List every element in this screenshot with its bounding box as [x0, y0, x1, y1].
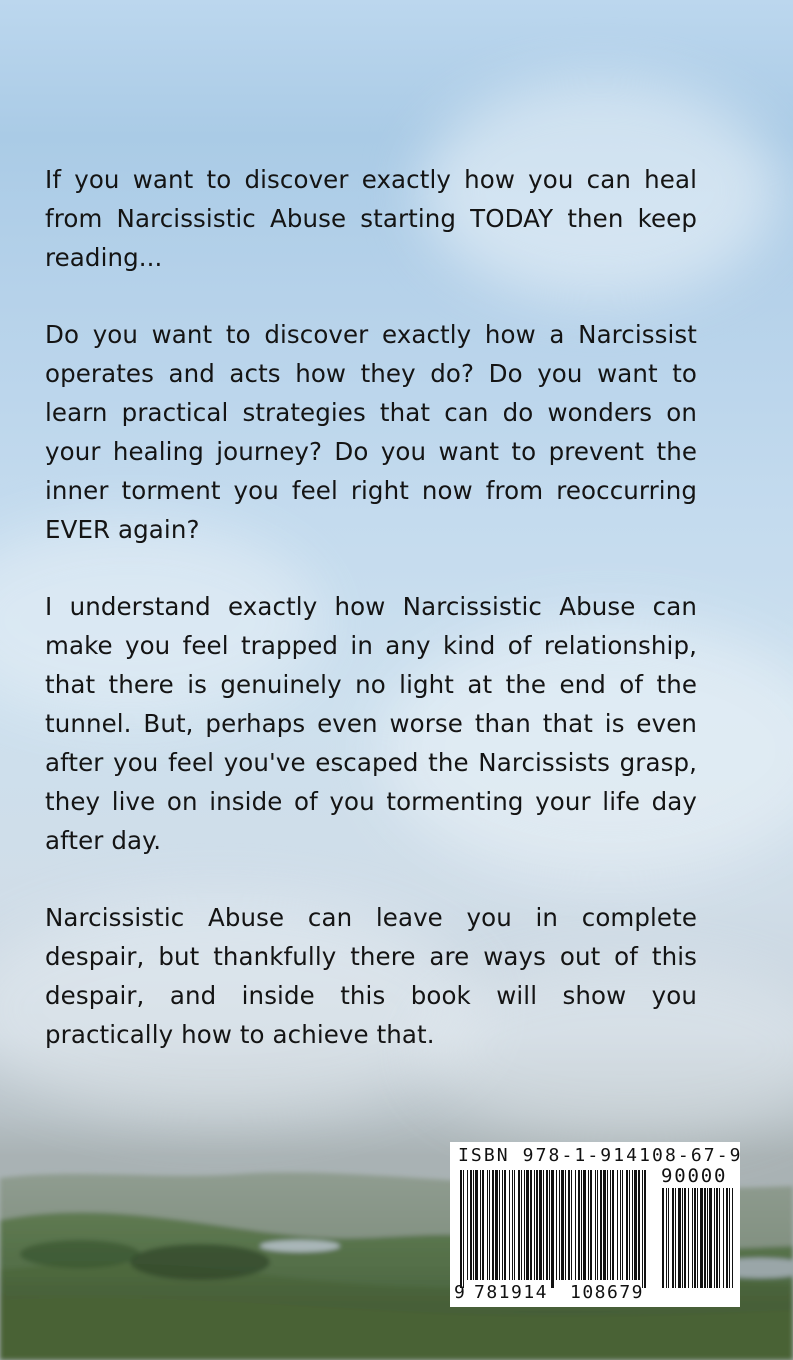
barcode-bar [620, 1170, 621, 1280]
barcode-bar [561, 1170, 564, 1280]
blurb-paragraph: Do you want to discover exactly how a Narcissist operates and acts how they do? Do you want to learn practical strategies that can do wonders on your healing journey? Do you want to prevent the inner torment you feel right now from reoccurring EVER again? [45, 320, 697, 544]
barcode-bar [480, 1170, 481, 1280]
barcode-digits-left: 781914 [474, 1282, 549, 1303]
barcode-bar [607, 1170, 608, 1280]
barcode-bar [600, 1170, 602, 1280]
addon-bar [716, 1188, 718, 1288]
barcode-bar [549, 1170, 550, 1280]
addon-bar [704, 1188, 706, 1288]
barcode-bar [482, 1170, 484, 1280]
barcode-bar [626, 1170, 628, 1280]
barcode-bar [530, 1170, 532, 1280]
barcode-bar [473, 1170, 474, 1280]
barcode-bar [642, 1170, 643, 1288]
barcode-bar [559, 1170, 560, 1280]
barcode-digits [454, 1282, 658, 1303]
blurb-text [45, 160, 697, 1092]
barcode-bar [575, 1170, 576, 1280]
barcode-bar [526, 1170, 529, 1280]
barcode-bar [499, 1170, 500, 1280]
barcode-bar [634, 1170, 637, 1280]
barcode-bar [460, 1170, 462, 1288]
barcode-bar [489, 1170, 490, 1280]
barcode-bar [524, 1170, 525, 1280]
barcode-bar [492, 1170, 494, 1280]
barcode-bar [638, 1170, 640, 1280]
barcode-bar [521, 1170, 522, 1280]
addon-bar [682, 1188, 683, 1288]
addon-bar [694, 1188, 696, 1288]
addon-bar [666, 1188, 667, 1288]
price-addon-code: 90000 [661, 1165, 728, 1187]
addon-bar [709, 1188, 712, 1288]
addon-bar [678, 1188, 681, 1288]
barcode-digit-first: 9 [454, 1282, 465, 1303]
addon-bar [662, 1188, 664, 1288]
barcode-bar [534, 1170, 535, 1280]
barcode-bar [568, 1170, 570, 1280]
barcode-bar [509, 1170, 510, 1280]
addon-bar [684, 1188, 686, 1288]
barcode-bar [632, 1170, 633, 1280]
barcode-bar [622, 1170, 623, 1280]
barcode-bar [556, 1170, 557, 1280]
barcode-bar [536, 1170, 538, 1280]
blurb-paragraph: I understand exactly how Narcissistic Abuse can make you feel trapped in any kind of relationship, that there is genuinely no light at the end of the tunnel. But, perhaps even worse than that is even after you feel you've escaped the Narcissists grasp, they live on inside of you tormenting your life day after day. [45, 592, 697, 855]
barcode-bar [595, 1170, 596, 1280]
addon-bar [729, 1188, 730, 1288]
addon-bar [697, 1188, 698, 1288]
barcode-bar [502, 1170, 503, 1280]
addon-bar [707, 1188, 708, 1288]
barcode-bar [617, 1170, 618, 1280]
addon-bar [692, 1188, 693, 1288]
barcode-bar [463, 1170, 464, 1288]
barcode-bar [518, 1170, 520, 1280]
barcode-bar [495, 1170, 498, 1280]
barcode-bar [578, 1170, 580, 1280]
addon-bar [700, 1188, 703, 1288]
barcode-bar [514, 1170, 515, 1280]
barcode-digits-right: 108679 [570, 1282, 645, 1303]
barcode-bar [590, 1170, 592, 1280]
isbn-barcode-box [450, 1142, 743, 1307]
barcode-bar [603, 1170, 606, 1280]
addon-bar [723, 1188, 724, 1288]
barcode-bar [588, 1170, 589, 1280]
barcode-bar [610, 1170, 611, 1280]
barcode-bar [475, 1170, 478, 1280]
addon-bar [726, 1188, 728, 1288]
addon-bar [675, 1188, 676, 1288]
barcode-bar [543, 1170, 544, 1280]
blurb-paragraph: Narcissistic Abuse can leave you in complete despair, but thankfully there are ways out of this despair, and inside this book will show you practically how to achieve that. [45, 903, 697, 1049]
addon-bar [719, 1188, 720, 1288]
barcode-bar [470, 1170, 472, 1280]
addon-bar [714, 1188, 715, 1288]
isbn-label: ISBN 978-1-914108-67-9 [458, 1145, 743, 1166]
addon-bar [732, 1188, 733, 1288]
barcode-bar [487, 1170, 488, 1280]
barcode-bar [551, 1170, 554, 1288]
barcode-bar [565, 1170, 566, 1280]
barcode-bar [539, 1170, 542, 1280]
addon-bar [672, 1188, 674, 1288]
barcode-bar [612, 1170, 614, 1280]
blurb-paragraph: If you want to discover exactly how you can heal from Narcissistic Abuse starting TODAY then keep reading... [45, 165, 697, 272]
barcode-bar [629, 1170, 630, 1280]
addon-bar [688, 1188, 689, 1288]
barcode-bar [512, 1170, 513, 1280]
barcode-bar [581, 1170, 582, 1280]
barcode-bar [571, 1170, 572, 1280]
barcode-bar [644, 1170, 646, 1288]
barcode-bar [504, 1170, 506, 1280]
barcode-bar [467, 1170, 468, 1280]
barcode-bar [546, 1170, 548, 1280]
barcode-bar [597, 1170, 598, 1280]
barcode-bar [583, 1170, 586, 1280]
addon-bar [668, 1188, 669, 1288]
